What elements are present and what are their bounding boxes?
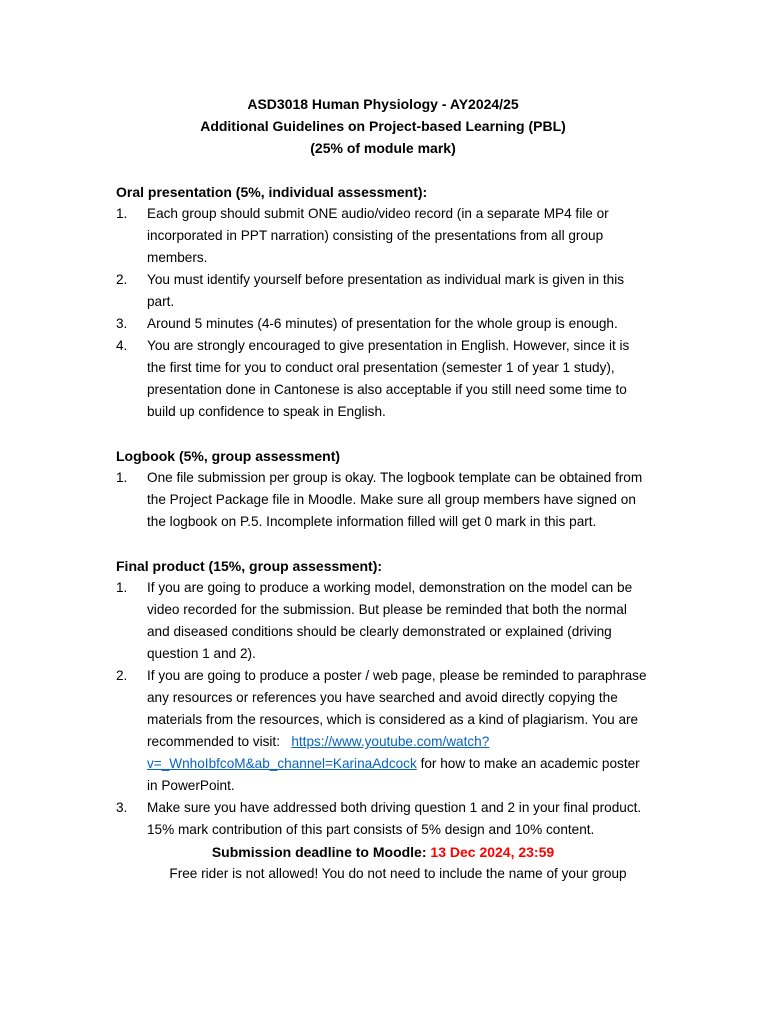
item-text: If you are going to produce a working model, demonstration on the model can be video recorded for the submission. But please be reminded that both the normal and diseased conditions should be clearly demonstrated or explained (driving question 1 and 2). bbox=[147, 580, 633, 661]
item-text-after-link: for how to make an academic poster in PowerPoint. bbox=[147, 756, 640, 793]
item-text: Each group should submit ONE audio/video record (in a separate MP4 file or incorporated in PPT narration) consisting of the presentations from all group members. bbox=[147, 206, 609, 265]
logbook-heading: Logbook (5%, group assessment) bbox=[116, 448, 341, 464]
item-number: 1. bbox=[116, 580, 128, 595]
oral-section bbox=[116, 181, 650, 423]
final-section bbox=[116, 555, 650, 841]
deadline-date: 13 Dec 2024, 23:59 bbox=[430, 844, 555, 860]
list-item bbox=[116, 335, 650, 423]
item-number: 2. bbox=[116, 272, 128, 287]
item-number: 1. bbox=[116, 206, 128, 221]
weight-subtitle: (25% of module mark) bbox=[310, 140, 456, 156]
logbook-section bbox=[116, 445, 650, 533]
list-item bbox=[116, 665, 650, 797]
item-number: 4. bbox=[116, 338, 128, 353]
free-rider-note: Free rider is not allowed! You do not need to include the name of your group bbox=[169, 866, 627, 881]
item-text: You are strongly encouraged to give presentation in English. However, since it is the first time for you to conduct oral presentation (semester 1 of year 1 study), presentation done in Cantonese is also acceptable if you still need some time to build up confidence to speak in English. bbox=[147, 338, 630, 419]
final-list bbox=[116, 577, 650, 841]
document-title bbox=[116, 93, 650, 159]
final-heading: Final product (15%, group assessment): bbox=[116, 558, 383, 574]
item-text: Make sure you have addressed both driving question 1 and 2 in your final product. 15% mark contribution of this part consists of 5% design and 10% content. bbox=[147, 800, 642, 837]
list-item bbox=[116, 269, 650, 313]
guidelines-title: Additional Guidelines on Project-based Learning (PBL) bbox=[200, 118, 566, 134]
list-item bbox=[116, 467, 650, 533]
item-text: You must identify yourself before presentation as individual mark is given in this part. bbox=[147, 272, 625, 309]
oral-list bbox=[116, 203, 650, 423]
item-number: 1. bbox=[116, 470, 128, 485]
list-item bbox=[116, 797, 650, 841]
item-number: 3. bbox=[116, 800, 128, 815]
item-text: Around 5 minutes (4-6 minutes) of presentation for the whole group is enough. bbox=[147, 316, 618, 331]
logbook-list bbox=[116, 467, 650, 533]
list-item bbox=[116, 203, 650, 269]
submission-deadline bbox=[116, 841, 650, 863]
item-number: 2. bbox=[116, 668, 128, 683]
oral-heading: Oral presentation (5%, individual assessment): bbox=[116, 184, 428, 200]
deadline-label: Submission deadline to Moodle: bbox=[211, 844, 427, 860]
item-number: 3. bbox=[116, 316, 128, 331]
youtube-link[interactable]: https://www.youtube.com/watch?v=_WnhoIbfcoM&ab_channel=KarinaAdcock bbox=[147, 734, 490, 771]
list-item bbox=[116, 577, 650, 665]
item-text-before-link: If you are going to produce a poster / web page, please be reminded to paraphrase any resources or references you have searched and avoid directly copying the materials from the resources, which is considered as a kind of plagiarism. You are recommended to visit: bbox=[147, 668, 647, 749]
list-item bbox=[116, 313, 650, 335]
course-title: ASD3018 Human Physiology - AY2024/25 bbox=[247, 96, 519, 112]
item-text: One file submission per group is okay. The logbook template can be obtained from the Project Package file in Moodle. Make sure all group members have signed on the logbook on P.5. Incomplete information filled will get 0 mark in this part. bbox=[147, 470, 643, 529]
